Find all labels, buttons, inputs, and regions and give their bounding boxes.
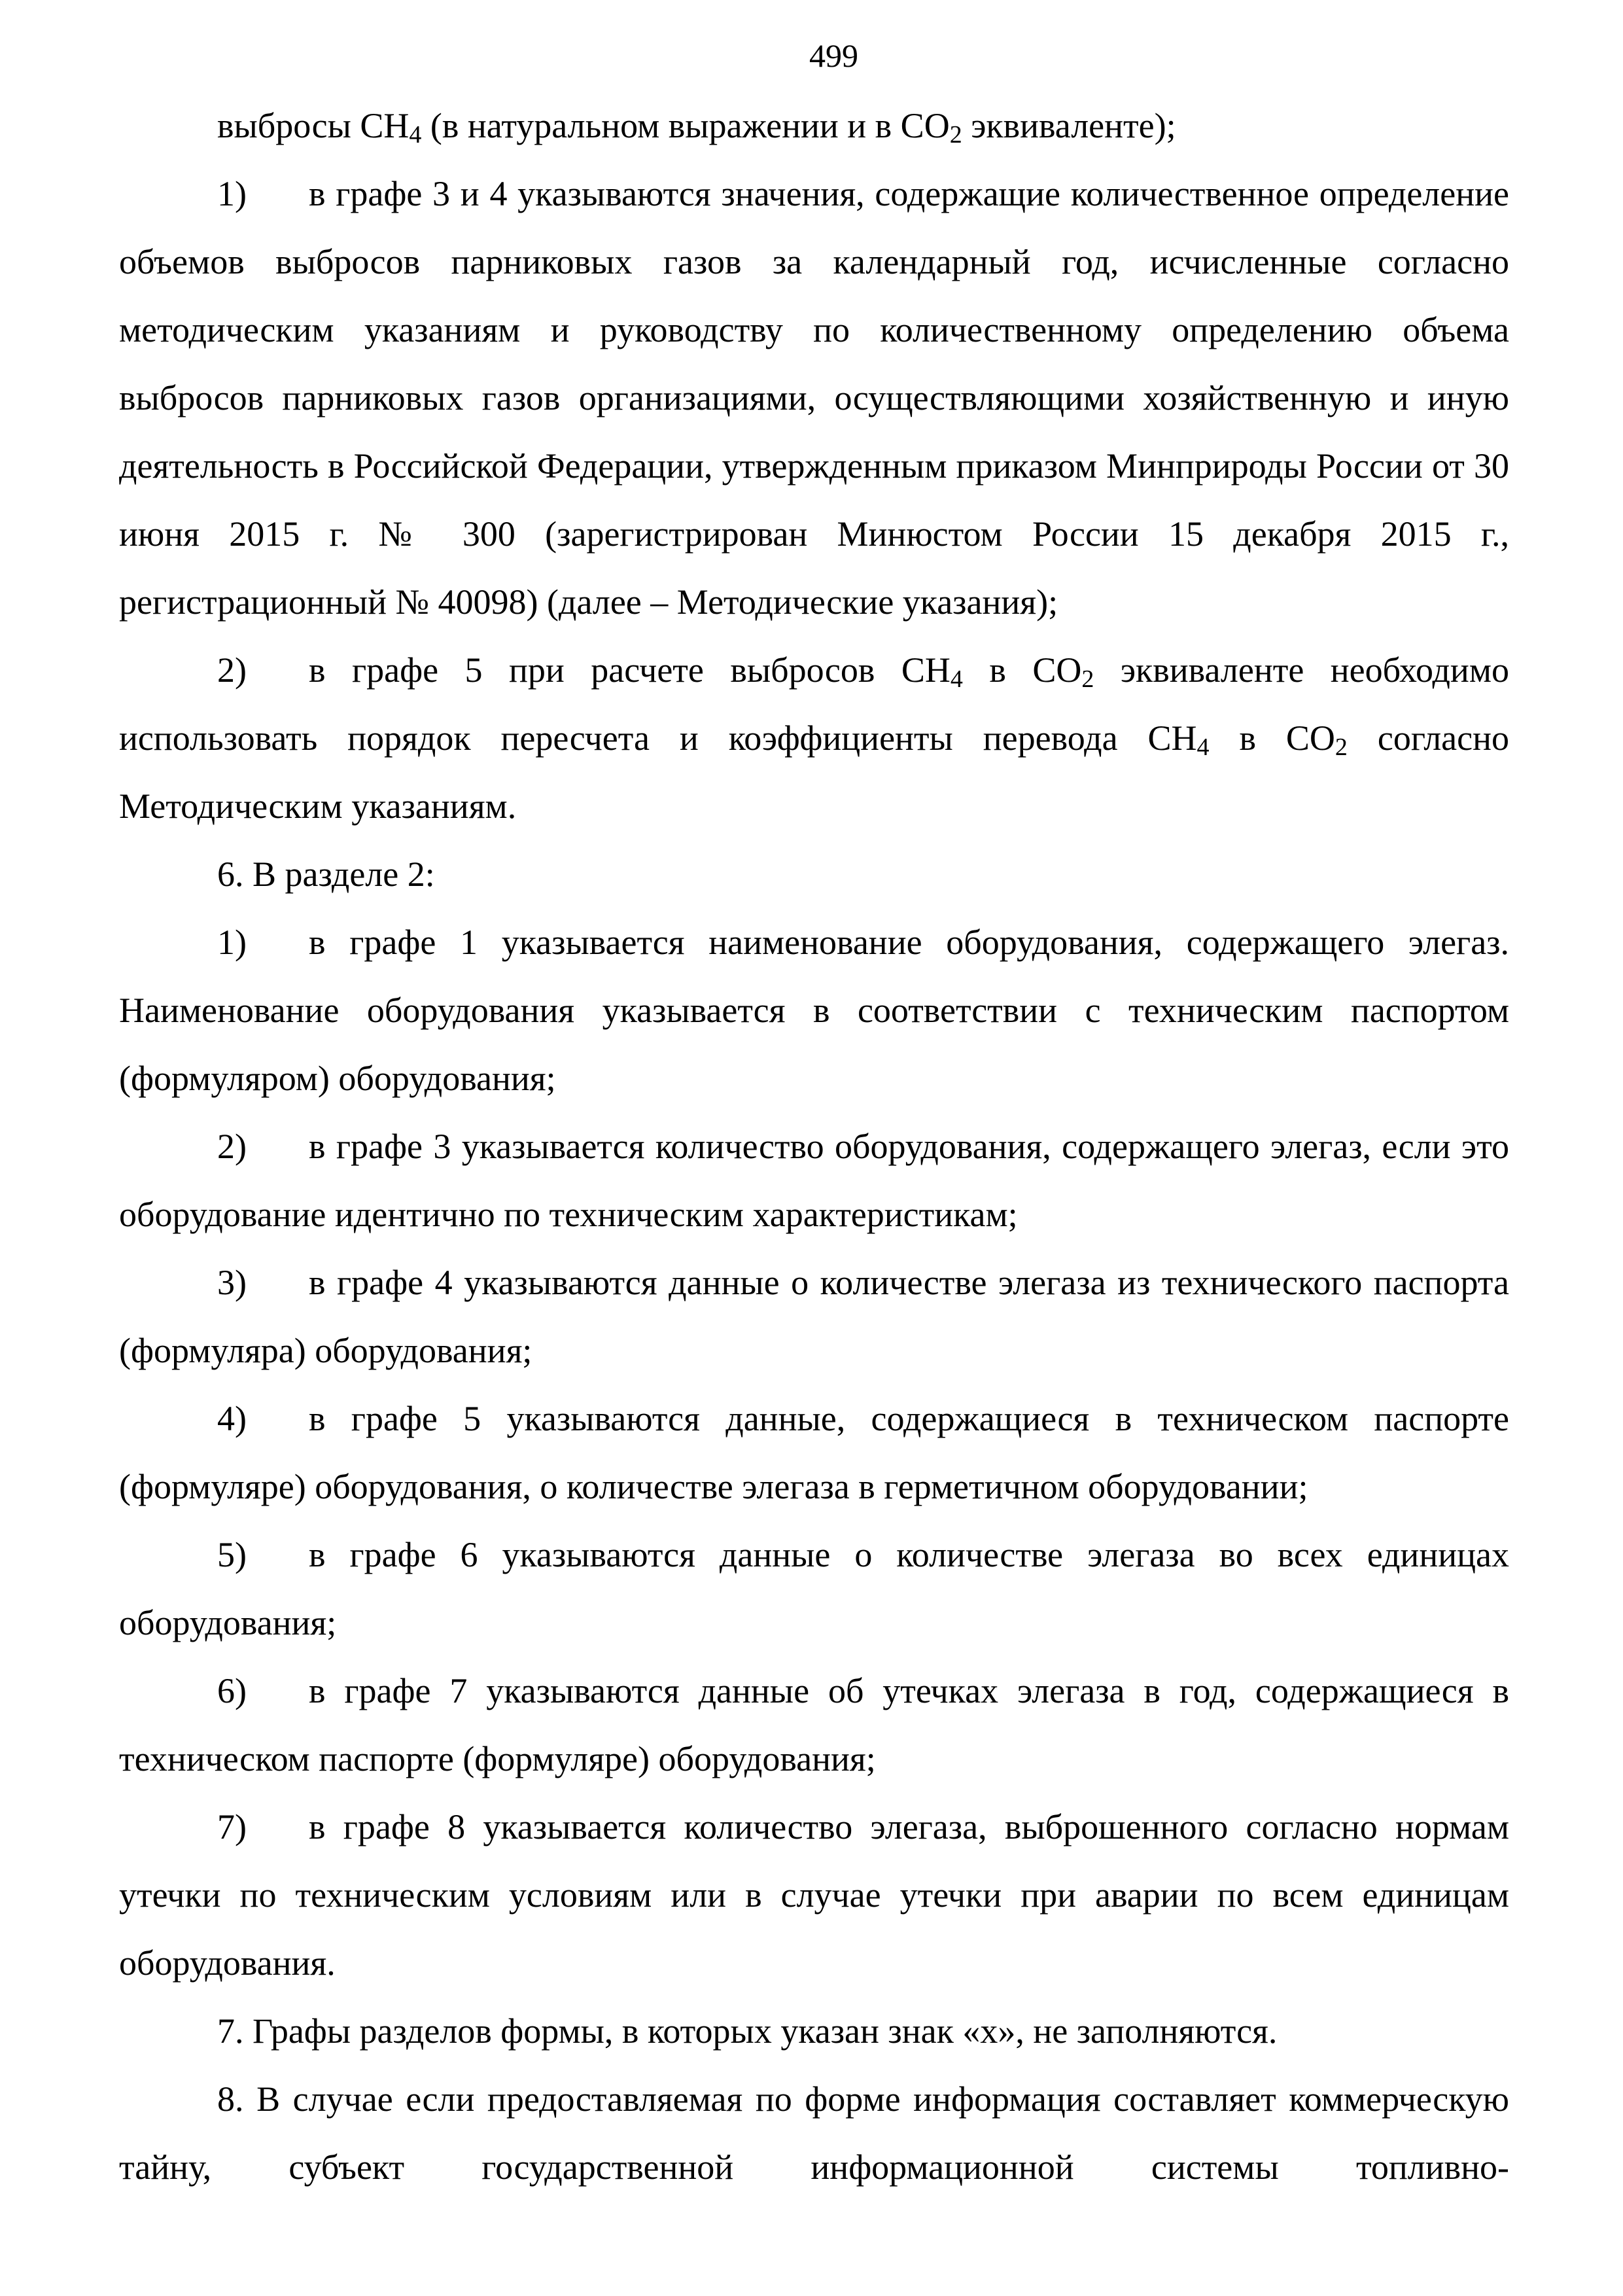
list-item-2-column-5: 2) в графе 5 при расчете выбросов $CH_4$ в $CO_2$ эквиваленте необходимо использовать порядок пересчета и коэффициенты перевода $CH_4$ в $CO_2$ согласно Методическим указаниям. <box>119 636 1509 840</box>
list-item-number: 2) <box>217 1127 247 1166</box>
list-item-7-column-8: 7) в графе 8 указывается количество элегаза, выброшенного согласно нормам утечки по техническим условиям или в случае утечки при аварии по всем единицам оборудования. <box>119 1793 1509 1997</box>
section-7-paragraph: 7. Графы разделов формы, в которых указан знак «х», не заполняются. <box>217 2011 1278 2051</box>
section-8-paragraph: 8. В случае если предоставляемая по форме информация составляет коммерческую тайну, субъект государственной информационной системы топливно- <box>119 2079 1509 2187</box>
list-item-number: 7) <box>217 1807 247 1846</box>
section-6-heading: 6. В разделе 2: <box>217 855 435 894</box>
list-item-5-column-6: 5) в графе 6 указываются данные о количестве элегаза во всех единицах оборудования; <box>119 1521 1509 1657</box>
list-item-1-columns-3-4: 1) в графе 3 и 4 указываются значения, содержащие количественное определение объемов выбросов парниковых газов за календарный год, исчисленные согласно методическим указаниям и руководству по количественному определению объема выбросов парниковых газов организациями, осуществляющими хозяйственную и иную деятельность в Российской Федерации, утвержденным приказом Минприроды России от 30 июня 2015 г. № 300 (зарегистрирован Минюстом России 15 декабря 2015 г., регистрационный № 40098) (далее – Методические указания); <box>119 160 1509 636</box>
paragraph-emissions-ch4: выбросы $CH_4$ (в натуральном выражении и в $CO_2$ эквиваленте); <box>217 106 1176 149</box>
list-item-number: 3) <box>217 1263 247 1302</box>
page-number: 499 <box>809 37 858 74</box>
list-item-number: 6) <box>217 1671 247 1710</box>
list-item-3-column-4: 3) в графе 4 указываются данные о количестве элегаза из технического паспорта (формуляра) оборудования; <box>119 1248 1509 1385</box>
list-item-number: 1) <box>217 174 247 213</box>
document-page <box>119 26 1509 2201</box>
list-item-number: 2) <box>217 650 247 690</box>
list-item-number: 1) <box>217 923 247 962</box>
list-item-4-column-5: 4) в графе 5 указываются данные, содержащиеся в техническом паспорте (формуляре) оборудования, о количестве элегаза в герметичном оборудовании; <box>119 1385 1509 1521</box>
list-item-6-column-7: 6) в графе 7 указываются данные об утечках элегаза в год, содержащиеся в техническом паспорте (формуляре) оборудования; <box>119 1657 1509 1793</box>
list-item-number: 5) <box>217 1535 247 1574</box>
list-item-number: 4) <box>217 1399 247 1438</box>
list-item-2-column-3: 2) в графе 3 указывается количество оборудования, содержащего элегаз, если это оборудование идентично по техническим характеристикам; <box>119 1112 1509 1248</box>
list-item-1-column-1: 1) в графе 1 указывается наименование оборудования, содержащего элегаз. Наименование оборудования указывается в соответствии с техническим паспортом (формуляром) оборудования; <box>119 908 1509 1112</box>
